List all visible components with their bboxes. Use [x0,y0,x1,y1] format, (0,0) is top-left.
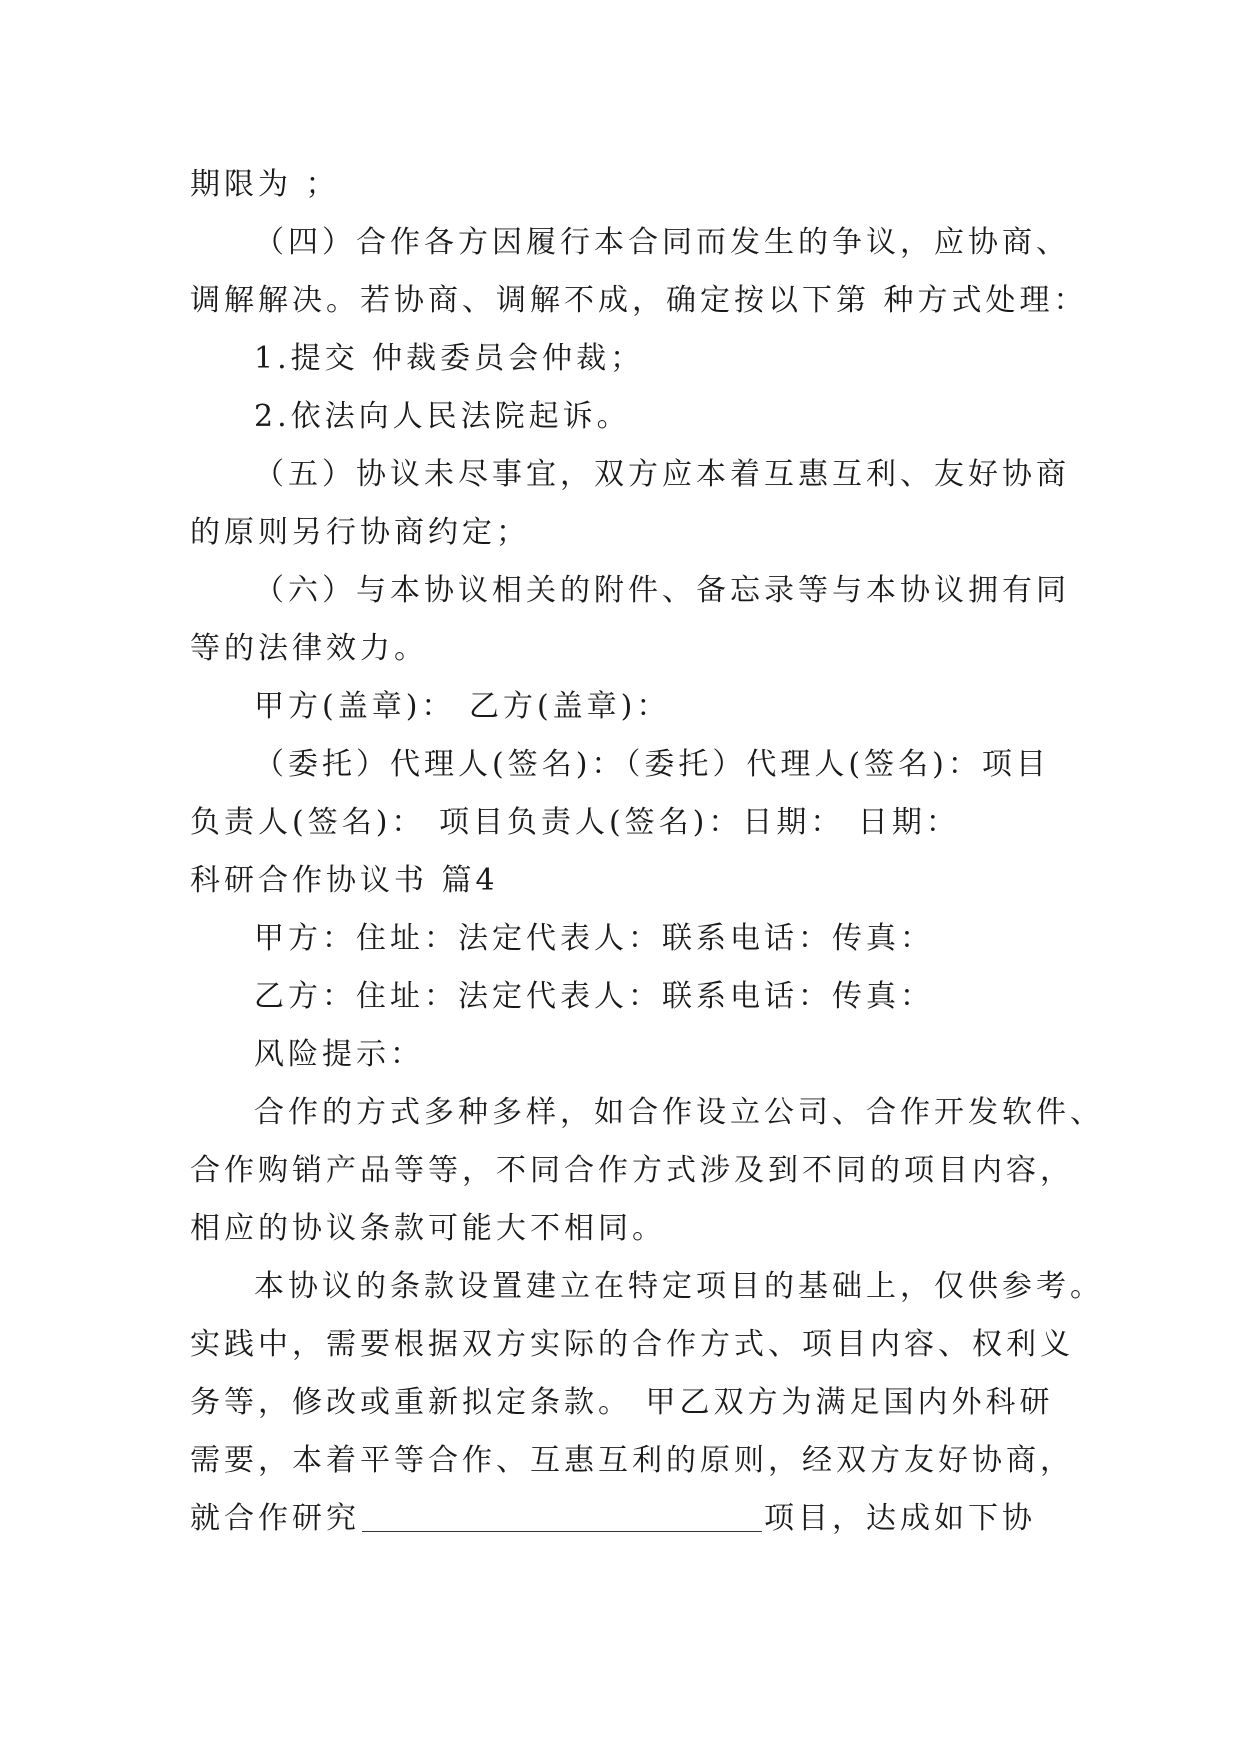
text-line: 负责人(签名)： 项目负责人(签名)：日期： 日期： [190,805,960,840]
text-line: 1.提交 仲裁委员会仲裁； [254,341,645,376]
section-heading: 科研合作协议书 篇4 [190,863,499,898]
text-line: 甲方(盖章)： 乙方(盖章)： [254,689,671,724]
text-line: （五）协议未尽事宜，双方应本着互惠互利、友好协商 [254,457,1070,492]
text-line [190,1499,1036,1539]
text-line: 风险提示： [254,1037,424,1072]
blank-underline [362,1501,762,1532]
text-line: （委托）代理人(签名)：（委托）代理人(签名)：项目 [254,747,1050,782]
text-line: 务等，修改或重新拟定条款。 甲乙双方为满足国内外科研 [190,1385,1054,1420]
text-line: 2.依法向人民法院起诉。 [254,399,631,434]
text-line: 甲方：住址：法定代表人：联系电话：传真： [254,921,934,956]
text-line: （六）与本协议相关的附件、备忘录等与本协议拥有同 [254,573,1070,608]
text-line: 合作购销产品等等，不同合作方式涉及到不同的项目内容， [190,1153,1074,1188]
text-line: 的原则另行协商约定； [190,515,530,550]
text-line: （四）合作各方因履行本合同而发生的争议，应协商、 [254,225,1070,260]
text-line: 合作的方式多种多样，如合作设立公司、合作开发软件、 [254,1095,1104,1130]
text-line: 期限为 ； [190,167,340,202]
text-line: 调解解决。若协商、调解不成，确定按以下第 种方式处理： [190,283,1088,318]
text-line: 乙方：住址：法定代表人：联系电话：传真： [254,979,934,1014]
text-line: 需要，本着平等合作、互惠互利的原则，经双方友好协商， [190,1443,1074,1478]
text-line: 等的法律效力。 [190,631,428,666]
text-line: 实践中，需要根据双方实际的合作方式、项目内容、权利义 [190,1327,1074,1362]
text-line: 相应的协议条款可能大不相同。 [190,1211,666,1246]
text-segment: 项目，达成如下协 [764,1501,1036,1536]
text-line: 本协议的条款设置建立在特定项目的基础上，仅供参考。 [254,1269,1104,1304]
text-segment: 就合作研究 [190,1501,360,1536]
